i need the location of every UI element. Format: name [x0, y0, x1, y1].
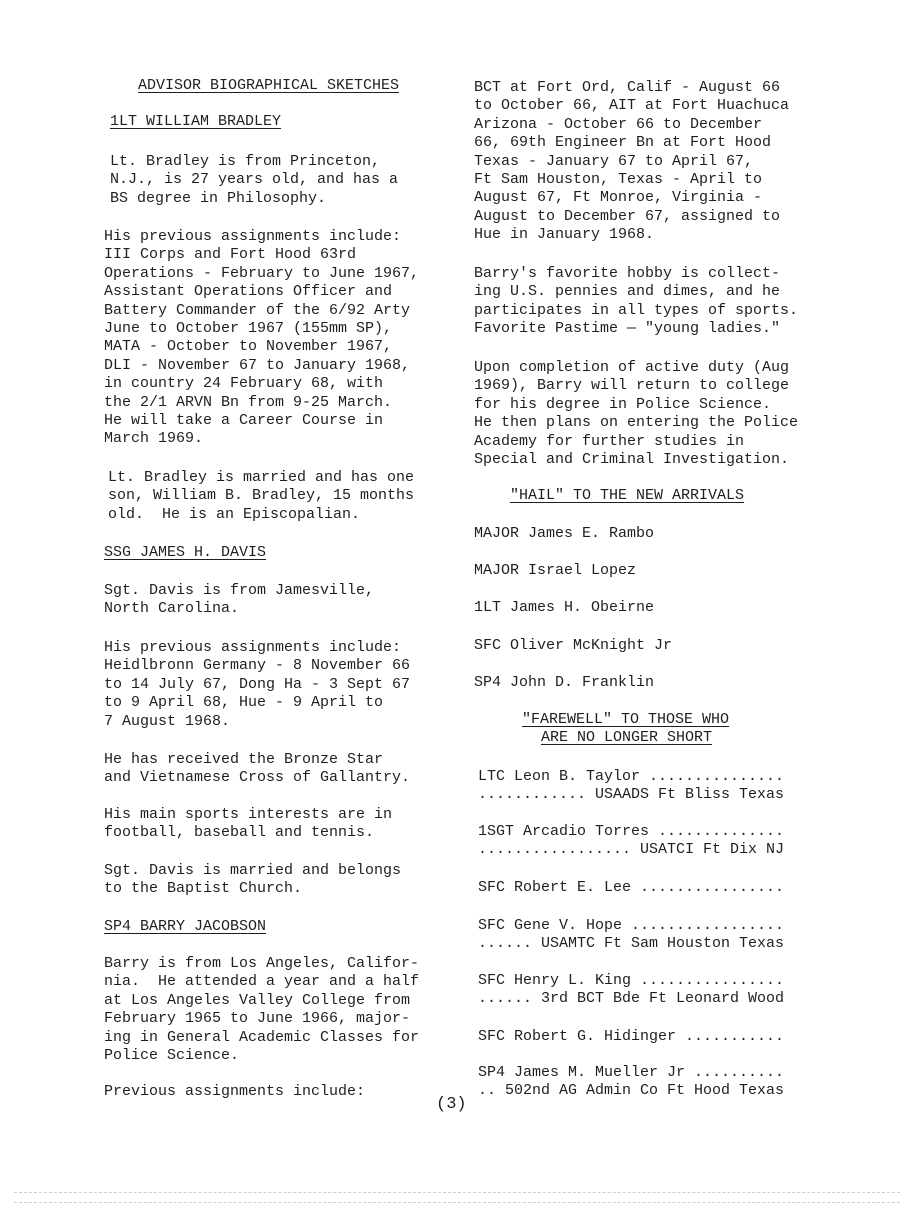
davis-heading: SSG JAMES H. DAVIS — [104, 544, 267, 561]
departure-entry: SFC Robert E. Lee ................ — [478, 879, 785, 896]
davis-origin-paragraph: Sgt. Davis is from Jamesville, North Carolina. — [104, 582, 375, 618]
jacobson-heading: SP4 BARRY JACOBSON — [104, 918, 267, 935]
jacobson-hobby-paragraph: Barry's favorite hobby is collect- ing U.S. pennies and dimes, and he participates in all types of sports. Favorite Pastime — "young ladies." — [474, 265, 799, 338]
jacobson-assignments-intro: Previous assignments include: — [104, 1083, 366, 1100]
page-title: ADVISOR BIOGRAPHICAL SKETCHES — [138, 77, 400, 94]
bradley-family-paragraph: Lt. Bradley is married and has one son, William B. Bradley, 15 months old. He is an Episcopalian. — [108, 469, 415, 523]
bradley-assignments-paragraph: His previous assignments include: III Corps and Fort Hood 63rd Operations - February to June 1967, Assistant Operations Officer and Battery Commander of the 6/92 Arty June to October 1967 (155mm SP), MATA - October to November 1967, DLI - November 67 to January 1968, in country 24 February 68, with the 2/1 ARVN Bn from 9-25 March. He will take a Career Course in March 1969. — [104, 228, 420, 448]
hail-heading: "HAIL" TO THE NEW ARRIVALS — [510, 487, 745, 504]
arrival-entry: MAJOR Israel Lopez — [474, 562, 637, 579]
arrival-entry: SFC Oliver McKnight Jr — [474, 637, 673, 654]
jacobson-origin-paragraph: Barry is from Los Angeles, Califor- nia. He attended a year and a half at Los Angeles Valley College from February 1965 to June 1966, major- ing in General Academic Classes for Police Science. — [104, 955, 420, 1065]
departure-entry: SFC Robert G. Hidinger ........... — [478, 1028, 785, 1045]
page-number: (3) — [436, 1095, 467, 1114]
davis-assignments-paragraph: His previous assignments include: Heidlbronn Germany - 8 November 66 to 14 July 67, Dong Ha - 3 Sept 67 to 9 April 68, Hue - 9 April to 7 August 1968. — [104, 639, 411, 730]
arrival-entry: SP4 John D. Franklin — [474, 674, 655, 691]
departure-entry: SP4 James M. Mueller Jr .......... .. 502nd AG Admin Co Ft Hood Texas — [478, 1064, 785, 1100]
farewell-heading-line1: "FAREWELL" TO THOSE WHO — [522, 711, 730, 728]
departure-entry: SFC Gene V. Hope ................. ...... USAMTC Ft Sam Houston Texas — [478, 917, 785, 953]
davis-family-paragraph: Sgt. Davis is married and belongs to the Baptist Church. — [104, 862, 402, 898]
departure-entry: LTC Leon B. Taylor ............... ............ USAADS Ft Bliss Texas — [478, 768, 785, 804]
scan-edge-bottom — [14, 1202, 900, 1203]
jacobson-assignments-paragraph: BCT at Fort Ord, Calif - August 66 to October 66, AIT at Fort Huachuca Arizona - October 66 to December 66, 69th Engineer Bn at Fort Hood Texas - January 67 to April 67, Ft Sam Houston, Texas - April to August 67, Ft Monroe, Virginia - August to December 67, assigned to Hue in January 1968. — [474, 79, 790, 244]
scan-edge-top — [14, 1192, 900, 1193]
davis-awards-paragraph: He has received the Bronze Star and Vietnamese Cross of Gallantry. — [104, 751, 411, 787]
bradley-heading: 1LT WILLIAM BRADLEY — [110, 113, 282, 130]
jacobson-plans-paragraph: Upon completion of active duty (Aug 1969), Barry will return to college for his degree in Police Science. He then plans on entering the Police Academy for further studies in Special and Criminal Investigation. — [474, 359, 799, 469]
davis-sports-paragraph: His main sports interests are in football, baseball and tennis. — [104, 806, 393, 842]
departure-entry: SFC Henry L. King ................ ...... 3rd BCT Bde Ft Leonard Wood — [478, 972, 785, 1008]
bradley-origin-paragraph: Lt. Bradley is from Princeton, N.J., is 27 years old, and has a BS degree in Philosophy. — [110, 153, 399, 207]
departure-entry: 1SGT Arcadio Torres .............. ................. USATCI Ft Dix NJ — [478, 823, 785, 859]
arrival-entry: 1LT James H. Obeirne — [474, 599, 655, 616]
arrival-entry: MAJOR James E. Rambo — [474, 525, 655, 542]
farewell-heading-line2: ARE NO LONGER SHORT — [541, 729, 713, 746]
